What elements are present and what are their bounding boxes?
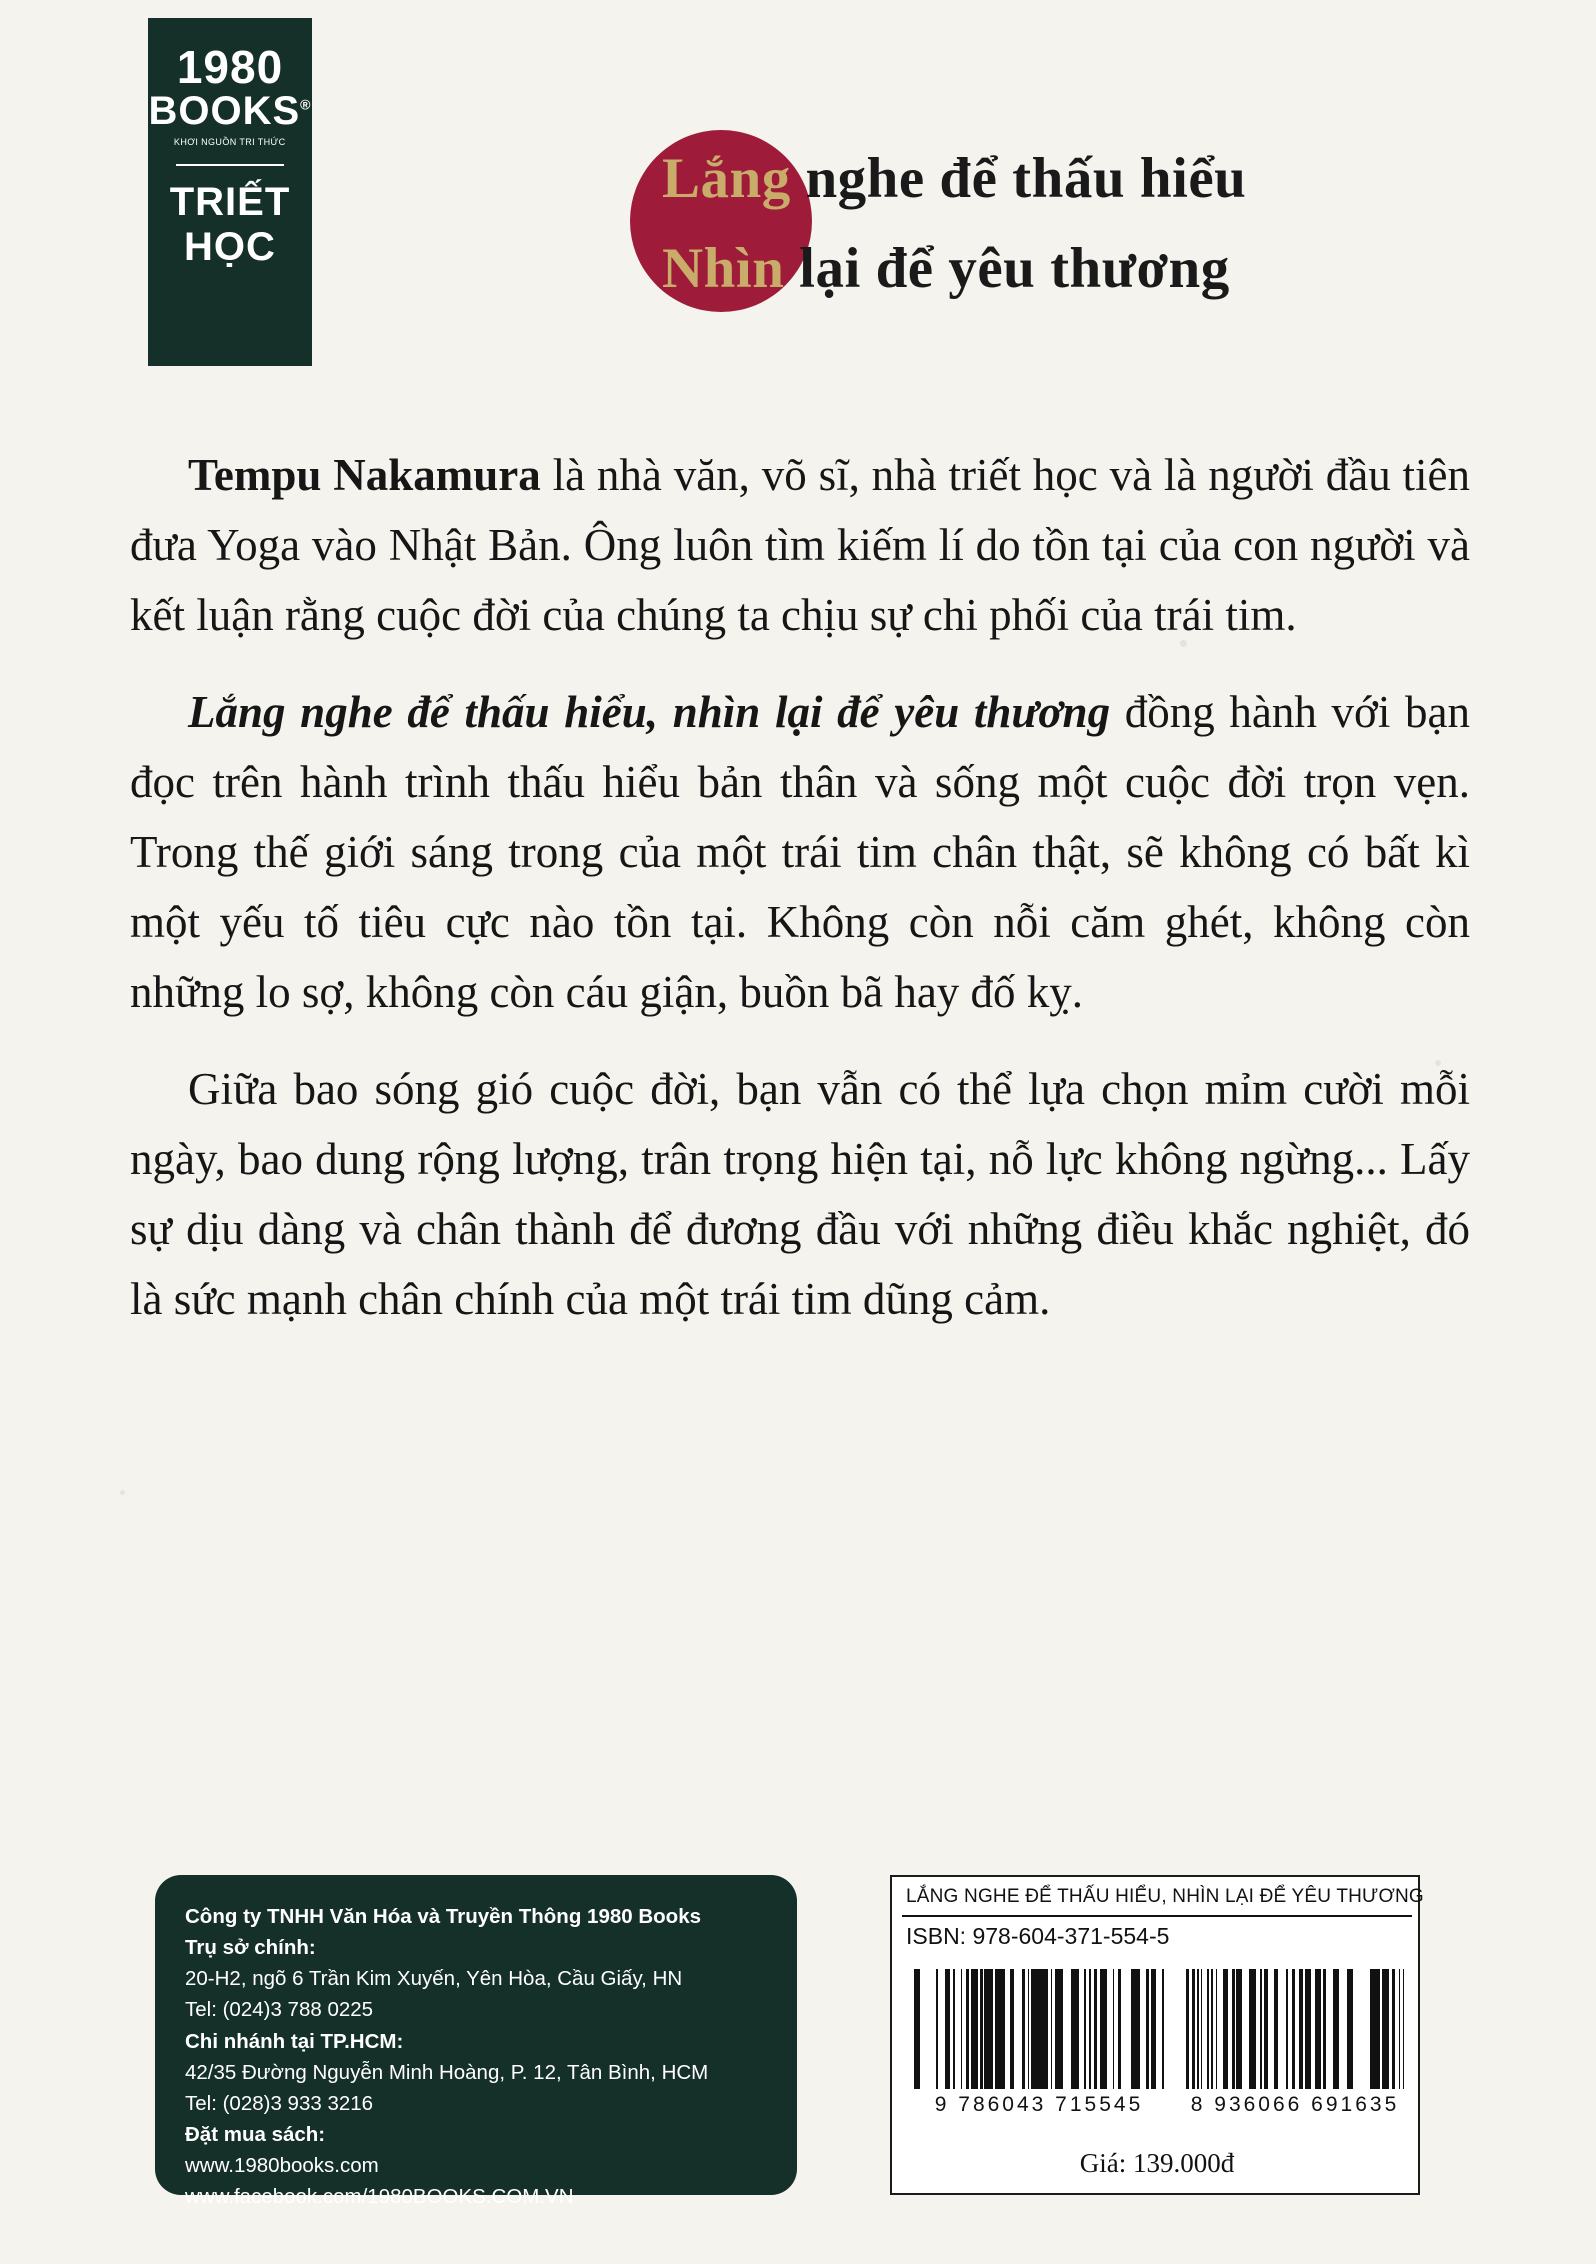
blurb-paragraph-3: Giữa bao sóng gió cuộc đời, bạn vẫn có thể lựa chọn mỉm cười mỗi ngày, bao dung rộng lượng, trân trọng hiện tại, nỗ lực không ngừng... Lấy sự dịu dàng và chân thành để đương đầu với những điều khắc nghiệt, đó là sức mạnh chân chính của một trái tim dũng cảm. (130, 1063, 1470, 1325)
book-title-line-2 (662, 236, 1230, 301)
cover-footer (0, 1855, 1596, 2255)
book-title-line-2-rest: lại để yêu thương (784, 237, 1230, 300)
category-label-line1: TRIẾT (169, 180, 291, 224)
blurb-paragraph-2 (130, 677, 1470, 1028)
isbn-barcode-box (890, 1875, 1424, 2195)
category-label-line2: HỌC (184, 224, 276, 269)
book-title-line-2-highlight: Nhìn (662, 237, 785, 300)
registered-mark: ® (300, 96, 312, 113)
badge-divider (176, 164, 284, 166)
barcode-group (914, 1969, 1404, 2117)
back-cover-blurb (130, 440, 1470, 1360)
book-title-line-1-highlight: Lắng (662, 147, 791, 210)
imprint-head-office-tel: Tel: (024)3 788 0225 (185, 1998, 374, 2022)
imprint-branch-address: 42/35 Đường Nguyễn Minh Hoàng, P. 12, Tân Bình, HCM (185, 2060, 709, 2084)
barcode-secondary-digits: 8 936066 691635 (1190, 2093, 1400, 2116)
barcode-secondary (1186, 1969, 1404, 2117)
publisher-name-books-text: BOOKS (148, 89, 301, 133)
barcode-ean13-digits: 9 786043 715545 (934, 2093, 1144, 2116)
price-label: Giá: 139.000đ (1079, 2148, 1235, 2178)
publisher-name-books (148, 90, 311, 132)
blurb-book-title-italic: Lắng nghe để thấu hiểu, nhìn lại để yêu thương (188, 686, 1111, 737)
imprint-website[interactable]: www.1980books.com (185, 2154, 379, 2178)
blurb-paragraph-1 (130, 440, 1470, 651)
imprint-branch-tel: Tel: (028)3 933 3216 (185, 2091, 374, 2115)
book-title-line-1-rest: nghe để thấu hiểu (790, 147, 1247, 210)
isbn-number: ISBN: 978-604-371-554-5 (906, 1923, 1170, 1949)
barcode-ean13 (914, 1969, 1164, 2117)
blurb-paragraph-2-text: đồng hành với bạn đọc trên hành trình thấu hiểu bản thân và sống một cuộc đời trọn vẹn. Trong thế giới sáng trong của một trái tim chân thật, sẽ không có bất kì một yếu tố tiêu cực nào tồn tại. Không còn nỗi căm ghét, không còn những lo sợ, không còn cáu giận, buồn bã hay đố kỵ. (130, 686, 1470, 1018)
barcode-secondary-bars (1186, 1969, 1404, 2089)
imprint-facebook[interactable]: www.facebook.com/1980BOOKS.COM.VN (185, 2185, 574, 2209)
imprint-branch-label: Chi nhánh tại TP.HCM: (185, 2029, 404, 2053)
publisher-badge (148, 18, 312, 366)
imprint-head-office-address: 20-H2, ngõ 6 Trần Kim Xuyến, Yên Hòa, Cầu Giấy, HN (185, 1967, 683, 1991)
author-name: Tempu Nakamura (188, 450, 541, 500)
publisher-name-1980: 1980 (176, 41, 284, 93)
barcode-ean13-bars (914, 1969, 1164, 2089)
publisher-tagline: KHƠI NGUỒN TRI THỨC (174, 137, 286, 148)
imprint-order-label: Đặt mua sách: (185, 2123, 326, 2147)
imprint-company: Công ty TNHH Văn Hóa và Truyền Thông 1980 Books (185, 1905, 702, 1928)
paper-speck (120, 1490, 125, 1495)
cover-header (0, 0, 1596, 400)
publisher-imprint-block (155, 1875, 797, 2209)
isbn-box-book-title: LẮNG NGHE ĐỂ THẤU HIỂU, NHÌN LẠI ĐỂ YÊU THƯƠNG (906, 1886, 1424, 1907)
book-title-line-1 (662, 146, 1246, 211)
imprint-head-office-label: Trụ sở chính: (185, 1936, 316, 1960)
blurb-paragraph-1-text: là nhà văn, võ sĩ, nhà triết học và là người đầu tiên đưa Yoga vào Nhật Bản. Ông luôn tìm kiếm lí do tồn tại của con người và kết luận rằng cuộc đời của chúng ta chịu sự chi phối của trái tim. (130, 450, 1471, 641)
book-title-block (620, 110, 1460, 330)
isbn-box-divider (902, 1915, 1412, 1917)
